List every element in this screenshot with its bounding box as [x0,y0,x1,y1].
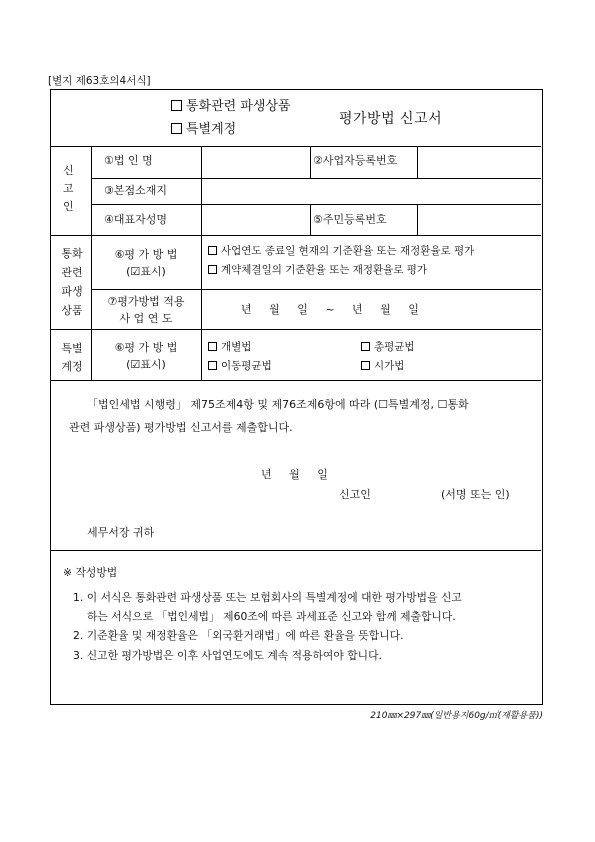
recipient: 세무서장 귀하 [87,526,155,539]
checkbox-icon[interactable] [208,342,217,351]
checkbox-icon[interactable] [361,342,370,351]
special-option-individual[interactable]: 개별법 [208,341,251,354]
hq-address-label: ③본점소재지 [104,184,167,197]
checkbox-icon[interactable] [361,361,370,370]
applicant-group-label: 신 고 인 [63,164,74,213]
special-option-total-average[interactable]: 총평균법 [361,341,415,354]
rep-name-label: ④대표자성명 [104,213,167,226]
period-label: ⑦평가방법 적용 사 업 연 도 [107,295,185,325]
corp-name-label: ①법 인 명 [104,154,153,167]
rep-name-field[interactable] [203,206,308,233]
instruction-item-1a: 1. 이 서식은 통화관련 파생상품 또는 보험회사의 특별계정에 대한 평가방법을 신고 [73,591,462,604]
biz-no-field[interactable] [419,148,539,176]
special-option-moving-average[interactable]: 이동평균법 [208,360,272,373]
biz-no-label: ②사업자등록번호 [313,154,398,167]
resident-no-field[interactable] [419,206,539,233]
declaration-date[interactable]: 년 월 일 [261,468,328,481]
special-group-label: 특별 계정 [61,342,83,373]
title-option-special-account[interactable]: 특별계정 [171,122,236,138]
resident-no-label: ⑤주민등록번호 [313,213,387,226]
instruction-item-3: 3. 신고한 평가방법은 이후 사업연도에도 계속 적용하여야 합니다. [73,649,382,662]
derivatives-method-label: ⑥평 가 방 법 (☑표시) [114,248,178,278]
form-title: 평가방법 신고서 [339,111,443,127]
period-date-range[interactable]: 년 월 일 ~ 년 월 일 [241,303,419,316]
checkbox-icon[interactable] [171,100,182,111]
derivatives-option-year-end[interactable]: 사업연도 종료일 현재의 기준환율 또는 재정환율로 평가 [208,245,474,258]
signer-label: 신고인 [339,488,371,501]
instruction-item-2: 2. 기준환율 및 재정환율은 「외국환거래법」에 따른 환율을 뜻합니다. [73,629,404,642]
report-form [50,89,543,705]
form-id: [별지 제63호의4서식] [48,75,151,87]
hq-address-field[interactable] [203,180,539,202]
checkbox-icon[interactable] [171,123,182,134]
checkbox-icon[interactable] [208,361,217,370]
declaration-line-2: 관련 파생상품) 평가방법 신고서를 제출합니다. [69,421,293,434]
instructions-heading: ※ 작성방법 [63,566,118,579]
instruction-item-1b: 하는 서식으로 「법인세법」 제60조에 따른 과세표준 신고와 함께 제출합니다. [87,610,456,623]
paper-spec: 210㎜×297㎜(일반용지60g/㎡(재활용품)) [370,711,543,721]
special-method-label: ⑥평 가 방 법 (☑표시) [114,341,178,371]
signature-note: (서명 또는 인) [441,488,510,501]
checkbox-icon[interactable] [208,246,217,255]
checkbox-icon[interactable] [208,265,217,274]
title-option-derivatives[interactable]: 통화관련 파생상품 [171,99,291,115]
declaration-line-1: 「법인세법 시행령」 제75조제4항 및 제76조제6항에 따라 (☐특별계정, ☐통화 [87,398,469,411]
corp-name-field[interactable] [203,148,308,176]
derivatives-option-contract-date[interactable]: 계약체결일의 기준환율 또는 재정환율로 평가 [208,264,427,277]
special-option-market[interactable]: 시가법 [361,360,404,373]
derivatives-group-label: 통화 관련 파생 상품 [61,247,83,317]
